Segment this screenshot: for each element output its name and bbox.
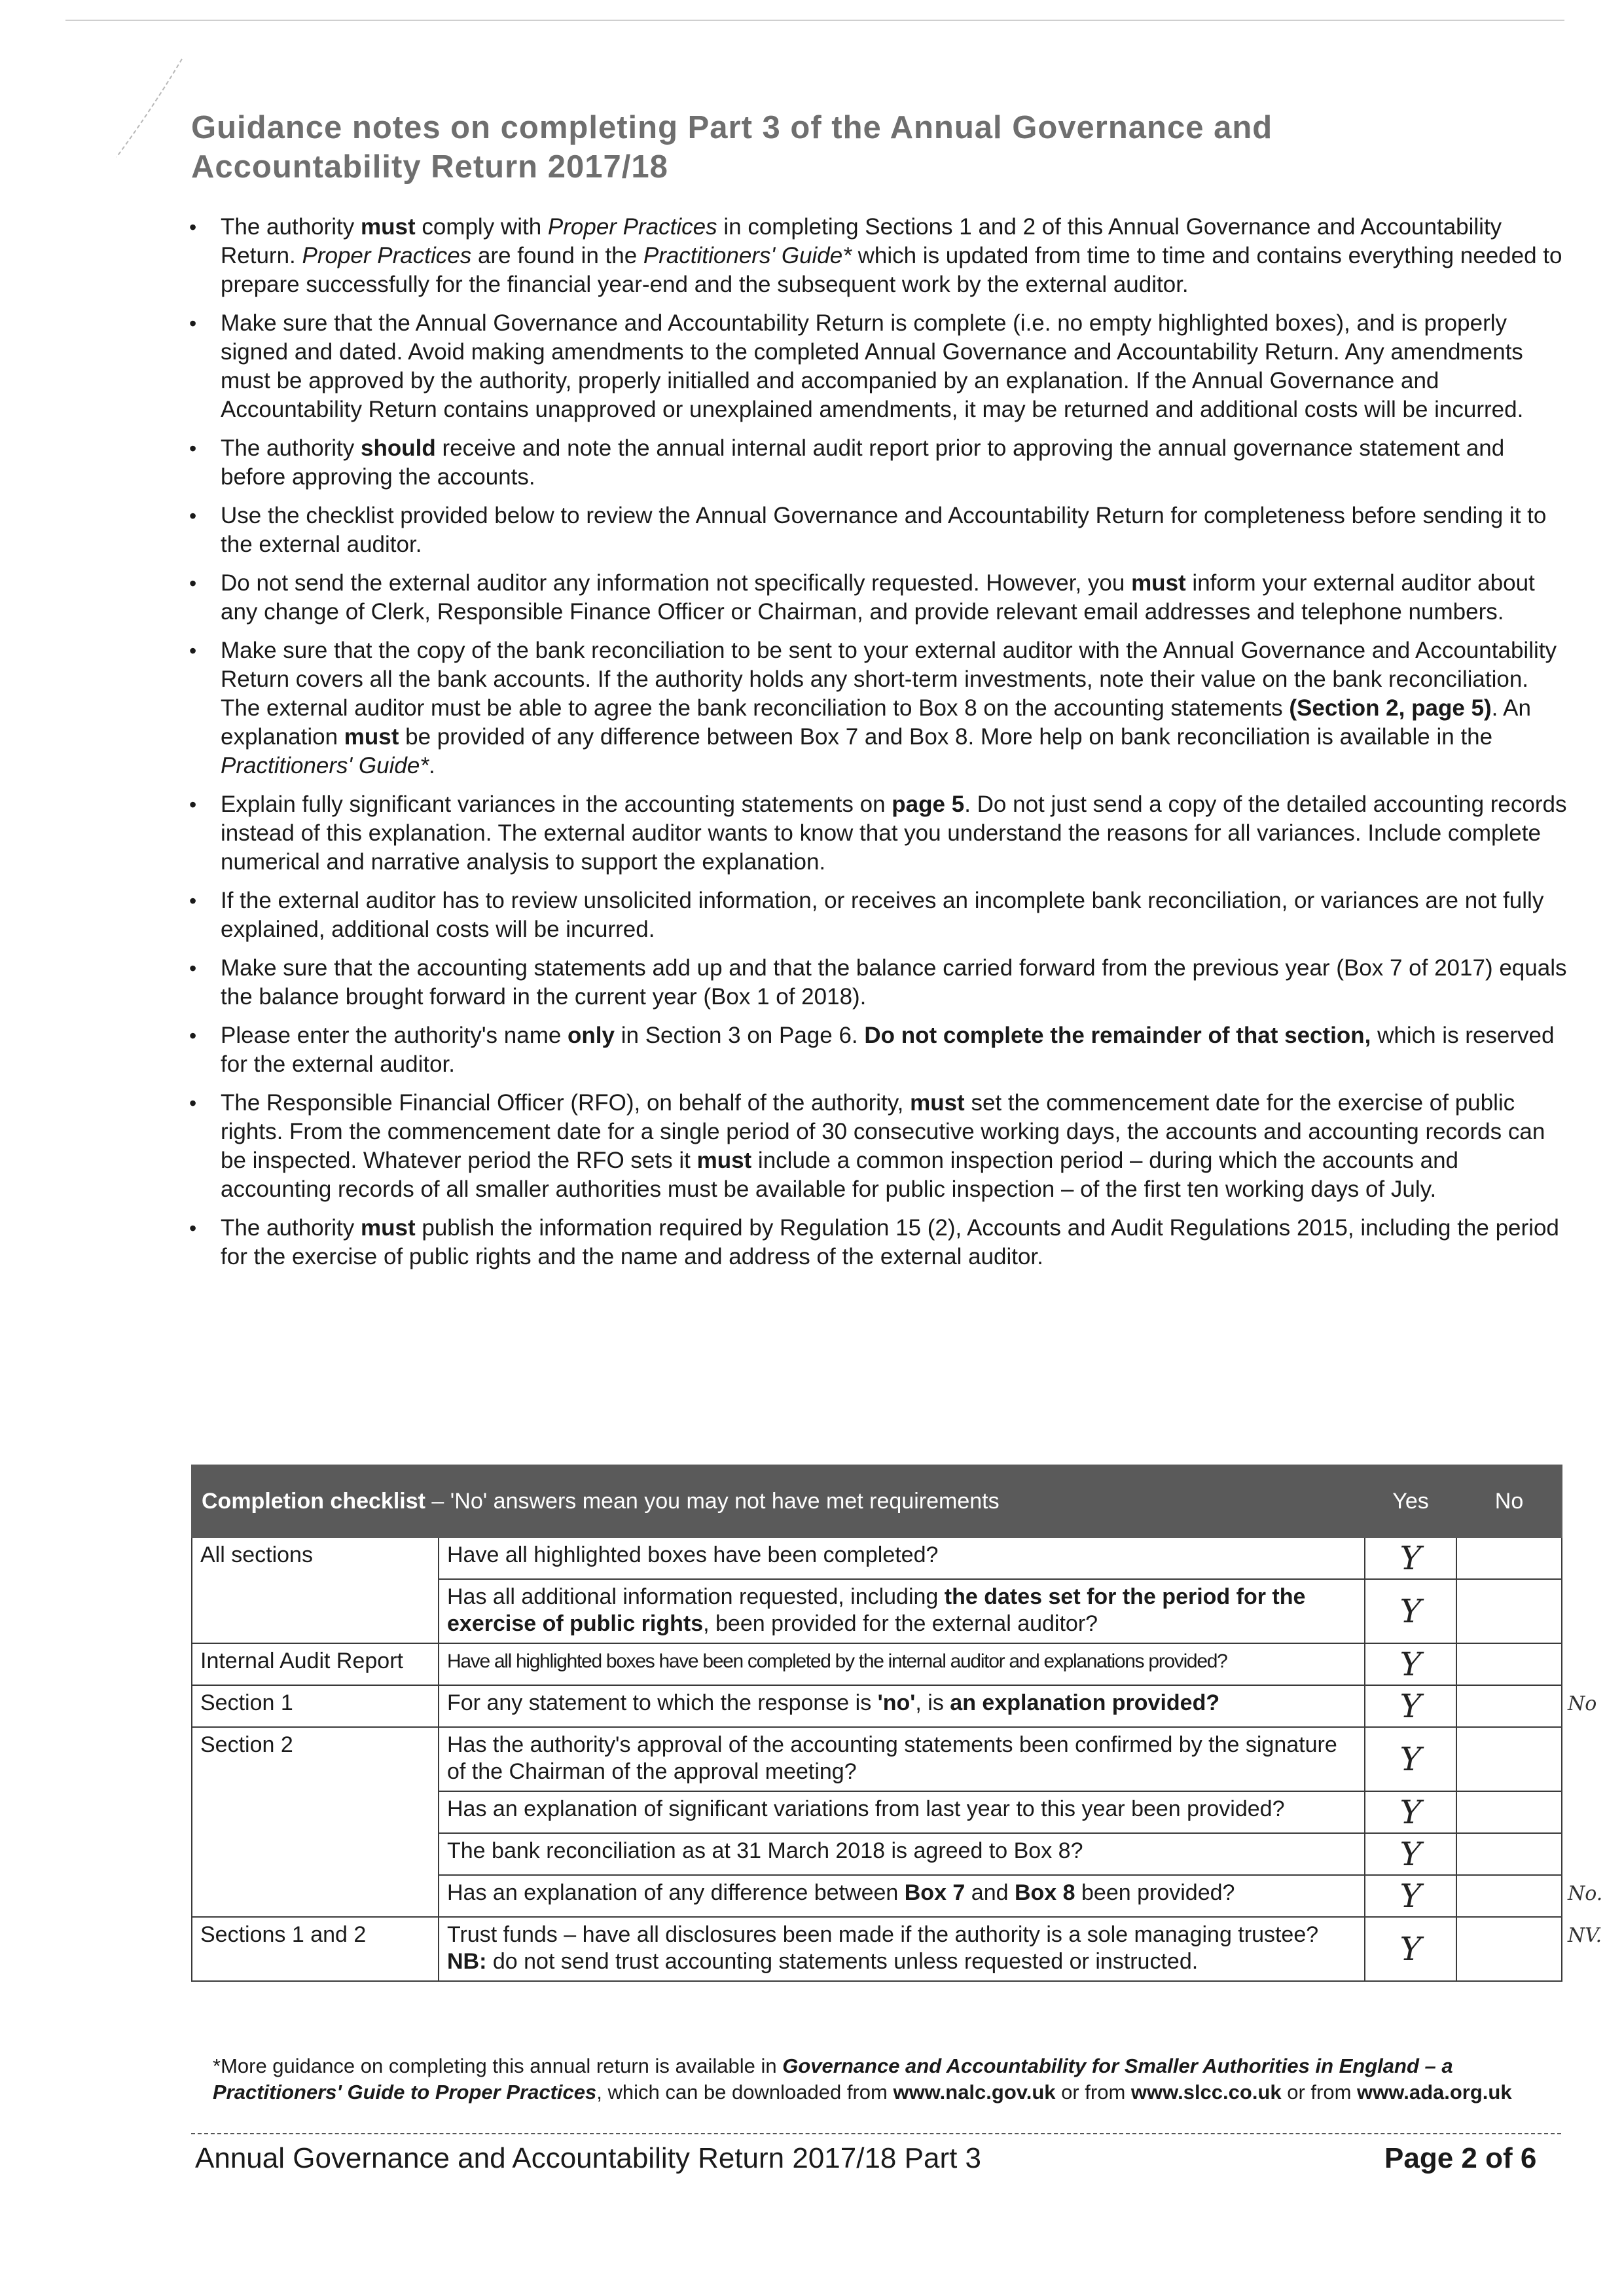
text-run: do not send trust accounting statements unless requested or instructed. — [486, 1949, 1199, 1974]
checklist-section-cell: Section 2 — [192, 1727, 439, 1917]
checklist-row — [192, 1685, 1562, 1727]
text-run: Trust funds – have all disclosures been made if the authority is a sole managing trustee? — [447, 1922, 1319, 1947]
text-run: comply with — [415, 214, 548, 240]
text-run: Has all additional information requested, including — [447, 1584, 945, 1609]
text-run: been provided? — [1075, 1880, 1235, 1905]
text-run: must — [361, 1215, 416, 1241]
text-run: Has an explanation of significant variations from last year to this year been provided? — [447, 1796, 1285, 1821]
text-run: must — [696, 1148, 752, 1173]
checklist-yes-cell[interactable]: Y — [1365, 1917, 1456, 1981]
checklist-section-cell: Internal Audit Report — [192, 1643, 439, 1685]
checklist-no-cell[interactable] — [1456, 1537, 1562, 1579]
checklist-header-title — [192, 1465, 1365, 1537]
text-run: must — [910, 1090, 965, 1116]
text-run: which is updated from time to time and contains everything needed to prepare successfully for the financial year-end and the subsequent work by the external auditor. — [221, 243, 1569, 297]
text-run: 'no' — [877, 1690, 916, 1715]
checklist-section-cell: Section 1 — [192, 1685, 439, 1727]
guidance-bullet — [187, 954, 1574, 1011]
text-run: Has an explanation of any difference between — [447, 1880, 905, 1905]
text-run: or from — [1281, 2081, 1358, 2104]
text-run: publish the information required by Regulation 15 (2), Accounts and Audit Regulations 2015, including the period for the exercise of public rights and the name and address of the external auditor. — [221, 1215, 1566, 1269]
page-title — [191, 108, 1435, 187]
text-run: If the external auditor has to review unsolicited information, or receives an incomplete bank reconciliation, or variances are not fully explained, additional costs will be incurred. — [221, 888, 1551, 942]
margin-note: No. — [1568, 1882, 1603, 1905]
checklist-row — [192, 1643, 1562, 1685]
text-run: www.slcc.co.uk — [1130, 2081, 1282, 2104]
text-run: www.nalc.gov.uk — [893, 2081, 1056, 2104]
checklist-yes-cell[interactable]: Y — [1365, 1791, 1456, 1833]
text-run: Use the checklist provided below to review the Annual Governance and Accountability Return for completeness before sending it to the external auditor. — [221, 503, 1553, 557]
scan-pen-mark — [105, 52, 203, 164]
text-run: Proper Practices — [547, 214, 717, 240]
checklist-yes-cell[interactable]: Y — [1365, 1685, 1456, 1727]
text-run: should — [361, 435, 436, 461]
text-run: are found in the — [471, 243, 643, 268]
text-run: page 5 — [892, 792, 965, 817]
text-run: , which can be downloaded from — [596, 2081, 893, 2104]
checklist-question-cell — [439, 1537, 1365, 1579]
checklist-yes-cell[interactable]: Y — [1365, 1875, 1456, 1917]
text-run: Do not send the external auditor any information not specifically requested. However, you — [221, 570, 1132, 596]
checklist-title: Completion checklist — [202, 1488, 425, 1514]
text-run: Box 7 — [904, 1880, 965, 1905]
text-run: or from — [1055, 2081, 1131, 2104]
text-run: Do not complete the remainder of that section, — [864, 1023, 1371, 1048]
no-column-header: No — [1456, 1465, 1562, 1537]
guidance-bullet — [187, 213, 1568, 299]
yes-column-header: Yes — [1365, 1465, 1456, 1537]
guidance-bullet — [187, 790, 1574, 877]
text-run: only — [568, 1023, 615, 1048]
text-run: Please enter the authority's name — [221, 1023, 568, 1048]
text-run: *More guidance on completing this annual return is available in — [213, 2054, 783, 2077]
text-run: Box 8 — [1014, 1880, 1075, 1905]
text-run: receive and note the annual internal audit report prior to approving the annual governance statement and before approving the accounts. — [221, 435, 1511, 490]
guidance-bullet-list — [187, 213, 1574, 1281]
guidance-bullet — [187, 434, 1568, 492]
text-run: Make sure that the accounting statements add up and that the balance carried forward from the previous year (Box 7 of 2017) equals the balance brought forward in the current year (Box 1 of 2018). — [221, 955, 1574, 1010]
margin-note: No — [1568, 1692, 1597, 1715]
text-run: For any statement to which the response is — [447, 1690, 878, 1715]
checklist-no-cell[interactable] — [1456, 1685, 1562, 1727]
top-rule — [65, 20, 1564, 21]
checklist-yes-cell[interactable]: Y — [1365, 1727, 1456, 1791]
text-run: inform your external auditor about any change of Clerk, Responsible Finance Officer or Chairman, and provide relevant email addresses and telephone numbers. — [221, 570, 1542, 625]
footer-rule — [191, 2133, 1561, 2134]
checklist-subtitle: – 'No' answers mean you may not have met requirements — [425, 1488, 1000, 1514]
text-run: in Section 3 on Page 6. — [615, 1023, 865, 1048]
guidance-bullet — [187, 886, 1568, 944]
text-run: set the commencement date for the exercise of public rights. From the commencement date for a single period of 30 consecutive working days, the accounts and accounting records can be inspected. Whatever period the RFO sets it — [221, 1090, 1552, 1173]
checklist-no-cell[interactable] — [1456, 1875, 1562, 1917]
text-run: Make sure that the Annual Governance and Accountability Return is complete (i.e. no empty highlighted boxes), and is properly signed and dated. Avoid making amendments to the completed Annual Governance and Accountability Return. Any amendments must be approved by the authority, properly initialled and accompanied by an explanation. If the Annual Governance and Accountability Return contains unapproved or unexplained amendments, it may be returned and additional costs will be incurred. — [221, 310, 1530, 422]
guidance-bullet — [187, 1089, 1568, 1204]
text-run: The authority — [221, 435, 361, 461]
text-run: Practitioners' Guide* — [643, 243, 852, 268]
guidance-bullet — [187, 569, 1568, 627]
text-run: Explain fully significant variances in the accounting statements on — [221, 792, 892, 817]
checklist-question-cell — [439, 1685, 1365, 1727]
footer-document-title: Annual Governance and Accountability Return 2017/18 Part 3 — [195, 2142, 982, 2174]
text-run: The authority — [221, 1215, 361, 1241]
checklist-question-cell — [439, 1579, 1365, 1643]
text-run: The authority — [221, 214, 361, 240]
text-run: in completing Sections 1 and 2 of this Annual Governance and Accountability Return. — [221, 214, 1508, 268]
text-run: which is reserved for the external auditor. — [221, 1023, 1561, 1077]
text-run: the dates set for the period for the exercise of public rights — [447, 1584, 1306, 1636]
checklist-yes-cell[interactable]: Y — [1365, 1537, 1456, 1579]
checklist-yes-cell[interactable]: Y — [1365, 1579, 1456, 1643]
checklist-no-cell[interactable] — [1456, 1727, 1562, 1791]
checklist-question-cell — [439, 1875, 1365, 1917]
checklist-question-cell — [439, 1917, 1365, 1981]
checklist-yes-cell[interactable]: Y — [1365, 1643, 1456, 1685]
text-run: and — [965, 1880, 1015, 1905]
text-run: www.ada.org.uk — [1357, 2081, 1512, 2104]
text-run: Have all highlighted boxes have been completed? — [447, 1542, 939, 1567]
text-run: an explanation provided? — [950, 1690, 1220, 1715]
footer-page-number: Page 2 of 6 — [1384, 2142, 1537, 2174]
checklist-no-cell[interactable] — [1456, 1579, 1562, 1643]
checklist-no-cell[interactable] — [1456, 1643, 1562, 1685]
text-run: must — [1131, 570, 1186, 596]
text-run: include a common inspection period – during which the accounts and accounting records of all smaller authorities must be available for public inspection – of the first ten working days of July. — [221, 1148, 1465, 1202]
text-run: . An explanation — [221, 695, 1538, 750]
checklist-section-cell: Sections 1 and 2 — [192, 1917, 439, 1981]
text-run: (Section 2, page 5) — [1289, 695, 1492, 721]
page-title-line-1: Guidance notes on completing Part 3 of the Annual Governance and — [191, 110, 1273, 145]
guidance-bullet — [187, 636, 1568, 780]
checklist-row — [192, 1917, 1562, 1981]
guidance-bullet — [187, 1214, 1568, 1271]
guidance-bullet — [187, 1021, 1568, 1079]
text-run: Have all highlighted boxes have been completed by the internal auditor and explanations provided? — [447, 1650, 1227, 1672]
text-run: Governance and Accountability for Smaller Authorities in England – a Practitioners' Guide to Proper Practices — [213, 2054, 1453, 2104]
checklist-section-cell: All sections — [192, 1537, 439, 1643]
text-run: , is — [915, 1690, 950, 1715]
guidance-bullet — [187, 309, 1568, 424]
text-run: The bank reconciliation as at 31 March 2018 is agreed to Box 8? — [447, 1838, 1083, 1863]
guidance-footnote — [213, 2053, 1515, 2105]
text-run: be provided of any difference between Box 7 and Box 8. More help on bank reconciliation is available in the — [399, 724, 1499, 750]
checklist-yes-cell[interactable]: Y — [1365, 1833, 1456, 1875]
checklist-no-cell[interactable] — [1456, 1833, 1562, 1875]
checklist-row — [192, 1537, 1562, 1579]
text-run: The Responsible Financial Officer (RFO), on behalf of the authority, — [221, 1090, 911, 1116]
text-run: Practitioners' Guide* — [221, 753, 429, 778]
completion-checklist-table — [191, 1465, 1562, 1982]
text-run: must — [361, 214, 416, 240]
text-run: Make sure that the copy of the bank reconciliation to be sent to your external auditor with the Annual Governance and Accountability Return covers all the bank accounts. If the authority holds any short-term investments, note their value on the bank reconciliation. The external auditor must be able to agree the bank reconciliation to Box 8 on the accounting statements — [221, 638, 1563, 721]
text-run: , been provided for the external auditor? — [703, 1611, 1098, 1636]
checklist-question-cell — [439, 1727, 1365, 1791]
text-run: Proper Practices — [302, 243, 472, 268]
text-run: . Do not just send a copy of the detailed accounting records instead of this explanation. The external auditor wants to know that you understand the reasons for all variances. Include complete numerical and narrative analysis to support the explanation. — [221, 792, 1574, 875]
page-title-line-2: Accountability Return 2017/18 — [191, 149, 668, 185]
checklist-question-cell — [439, 1643, 1365, 1685]
text-run: . — [428, 753, 435, 778]
checklist-question-cell — [439, 1833, 1365, 1875]
text-run: must — [344, 724, 399, 750]
text-run: NB: — [447, 1949, 487, 1974]
margin-note: NV. — [1568, 1924, 1602, 1947]
guidance-bullet — [187, 501, 1568, 559]
checklist-question-cell — [439, 1791, 1365, 1833]
text-run: Has the authority's approval of the accounting statements been confirmed by the signature of the Chairman of the approval meeting? — [447, 1732, 1337, 1784]
checklist-header-row — [192, 1465, 1562, 1537]
checklist-no-cell[interactable] — [1456, 1917, 1562, 1981]
checklist-row — [192, 1727, 1562, 1791]
checklist-no-cell[interactable] — [1456, 1791, 1562, 1833]
